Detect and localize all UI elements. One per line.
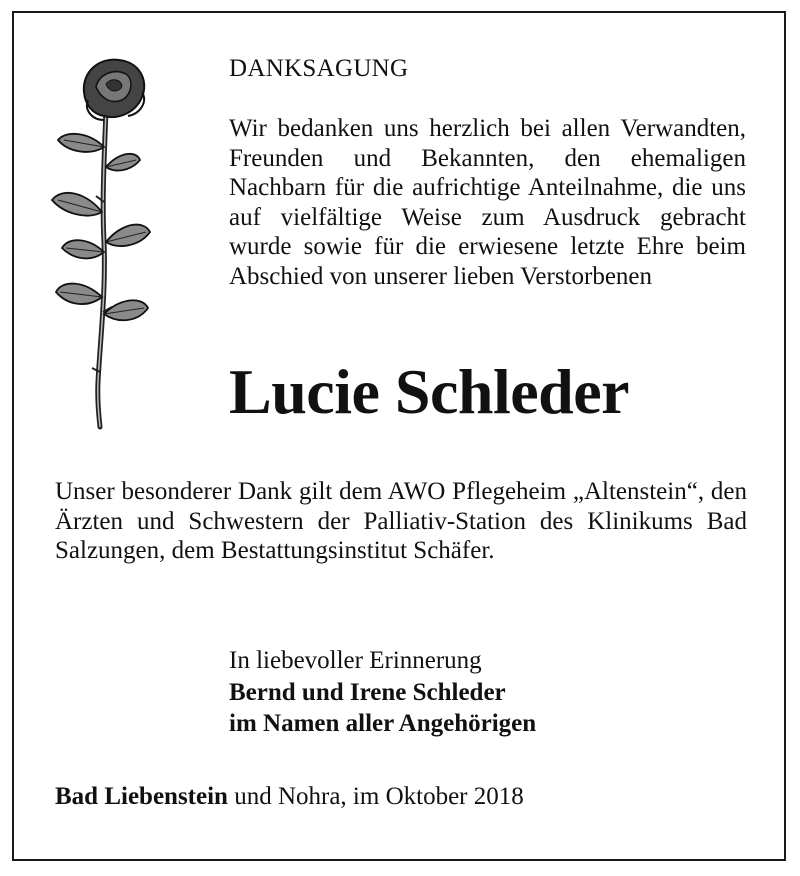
- rose-icon: [44, 52, 164, 432]
- deceased-name: Lucie Schleder: [229, 356, 630, 427]
- place-name: Bad Liebenstein: [55, 783, 228, 810]
- signer-family: im Namen aller Angehörigen: [229, 710, 537, 737]
- signer-names: Bernd und Irene Schleder: [229, 679, 506, 706]
- intro-paragraph: Wir bedanken uns herzlich bei allen Verwandten, Freunden und Bekannten, den ehemaligen Nachbarn für die aufrichtige Anteilnahme, die uns auf vielfältige Weise zum Ausdruck gebracht wurde sowie für die erwiesene letzte Ehre beim Abschied von unserer lieben Verstorbenen: [229, 115, 746, 290]
- place-date-line: [55, 783, 524, 811]
- special-thanks-paragraph: Unser besonderer Dank gilt dem AWO Pflegeheim „Altenstein“, den Ärzten und Schwestern der Palliativ-Station des Klinikums Bad Salzungen, dem Bestattungsinstitut Schäfer.: [55, 478, 747, 564]
- memory-line: In liebevoller Erinnerung: [229, 647, 482, 674]
- signers-block: [229, 677, 536, 739]
- notice-heading: DANKSAGUNG: [229, 55, 409, 82]
- place-date-rest: und Nohra, im Oktober 2018: [227, 783, 524, 810]
